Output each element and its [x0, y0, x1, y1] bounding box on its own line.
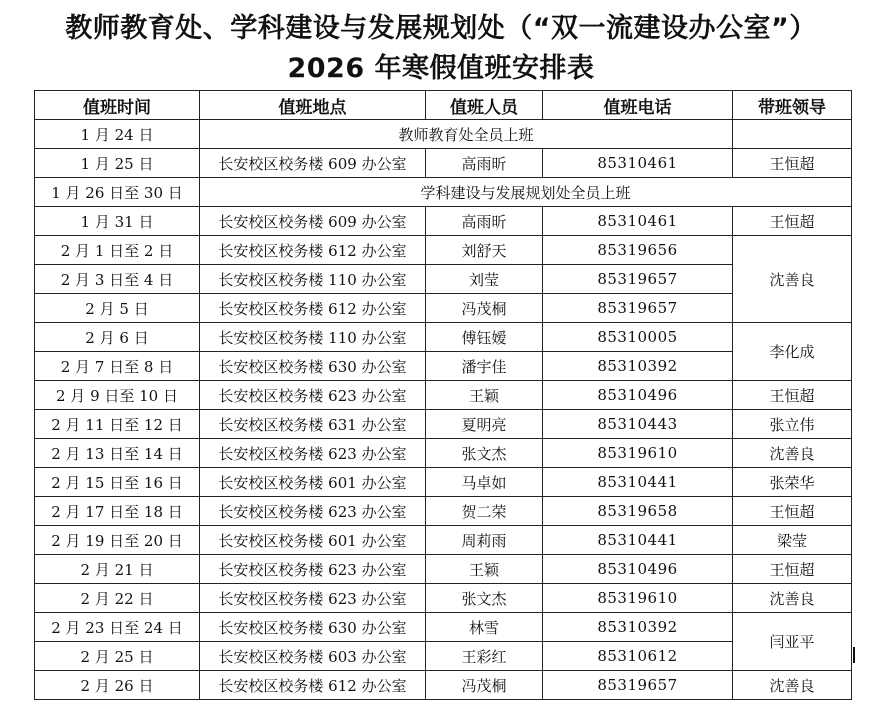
- cell-place: 长安校区校务楼 601 办公室: [200, 468, 426, 497]
- cell-person: 高雨昕: [426, 207, 543, 236]
- cell-phone: 85310612: [543, 642, 733, 671]
- cell-person: 冯茂桐: [426, 294, 543, 323]
- table-row: [35, 613, 852, 642]
- cell-time: 2 月 15 日至 16 日: [35, 468, 200, 497]
- cell-phone: 85310496: [543, 555, 733, 584]
- table-row: [35, 323, 852, 352]
- cell-phone: 85310005: [543, 323, 733, 352]
- cell-time: 2 月 5 日: [35, 294, 200, 323]
- cell-person: 刘莹: [426, 265, 543, 294]
- cell-person: 张文杰: [426, 584, 543, 613]
- cell-phone: 85310441: [543, 526, 733, 555]
- table-header-row: [35, 91, 852, 120]
- cell-place: 长安校区校务楼 623 办公室: [200, 584, 426, 613]
- cell-time: 2 月 6 日: [35, 323, 200, 352]
- cell-time: 2 月 3 日至 4 日: [35, 265, 200, 294]
- cell-person: 王颖: [426, 555, 543, 584]
- cell-person: 张文杰: [426, 439, 543, 468]
- cell-phone: 85319610: [543, 584, 733, 613]
- table-row: [35, 584, 852, 613]
- cell-phone: 85310392: [543, 613, 733, 642]
- table-row: [35, 555, 852, 584]
- duty-schedule-table: [34, 90, 852, 700]
- cell-time: 2 月 19 日至 20 日: [35, 526, 200, 555]
- table-row: [35, 642, 852, 671]
- table-row: [35, 294, 852, 323]
- header-time: 值班时间: [35, 91, 200, 120]
- table-row: [35, 497, 852, 526]
- cell-time: 1 月 26 日至 30 日: [35, 178, 200, 207]
- cell-leader: 闫亚平: [733, 613, 852, 671]
- cell-phone: 85319656: [543, 236, 733, 265]
- cell-person: 刘舒天: [426, 236, 543, 265]
- cell-place: 长安校区校务楼 110 办公室: [200, 265, 426, 294]
- cell-place: 长安校区校务楼 630 办公室: [200, 613, 426, 642]
- table-row: [35, 149, 852, 178]
- cell-phone: 85319610: [543, 439, 733, 468]
- cell-phone: 85319658: [543, 497, 733, 526]
- cell-person: 潘宇佳: [426, 352, 543, 381]
- cell-phone: 85310392: [543, 352, 733, 381]
- cell-time: 1 月 24 日: [35, 120, 200, 149]
- cell-leader: 沈善良: [733, 236, 852, 323]
- cell-person: 高雨昕: [426, 149, 543, 178]
- table-row: [35, 410, 852, 439]
- cell-leader: 张荣华: [733, 468, 852, 497]
- cell-person: 周莉雨: [426, 526, 543, 555]
- cell-note: 学科建设与发展规划处全员上班: [200, 178, 852, 207]
- cell-place: 长安校区校务楼 603 办公室: [200, 642, 426, 671]
- cell-place: 长安校区校务楼 612 办公室: [200, 294, 426, 323]
- document-subtitle: 2026 年寒假值班安排表: [287, 53, 595, 84]
- cell-place: 长安校区校务楼 609 办公室: [200, 207, 426, 236]
- cell-time: 2 月 13 日至 14 日: [35, 439, 200, 468]
- cell-phone: 85310461: [543, 149, 733, 178]
- header-leader: 带班领导: [733, 91, 852, 120]
- table-row: [35, 236, 852, 265]
- cell-person: 贺二荣: [426, 497, 543, 526]
- cell-phone: 85310461: [543, 207, 733, 236]
- cell-leader: 王恒超: [733, 497, 852, 526]
- margin-mark: [853, 647, 855, 663]
- cell-person: 马卓如: [426, 468, 543, 497]
- table-row: [35, 671, 852, 700]
- cell-person: 王彩红: [426, 642, 543, 671]
- cell-time: 2 月 23 日至 24 日: [35, 613, 200, 642]
- cell-person: 冯茂桐: [426, 671, 543, 700]
- cell-time: 2 月 22 日: [35, 584, 200, 613]
- table-row: [35, 468, 852, 497]
- cell-time: 1 月 25 日: [35, 149, 200, 178]
- table-row: [35, 207, 852, 236]
- cell-time: 1 月 31 日: [35, 207, 200, 236]
- cell-leader: 王恒超: [733, 149, 852, 178]
- cell-time: 2 月 21 日: [35, 555, 200, 584]
- cell-time: 2 月 25 日: [35, 642, 200, 671]
- cell-phone: 85319657: [543, 265, 733, 294]
- cell-leader: 王恒超: [733, 381, 852, 410]
- cell-place: 长安校区校务楼 110 办公室: [200, 323, 426, 352]
- cell-time: 2 月 17 日至 18 日: [35, 497, 200, 526]
- header-phone: 值班电话: [543, 91, 733, 120]
- cell-phone: 85319657: [543, 671, 733, 700]
- cell-person: 夏明亮: [426, 410, 543, 439]
- table-row: [35, 526, 852, 555]
- cell-note: 教师教育处全员上班: [200, 120, 733, 149]
- cell-place: 长安校区校务楼 623 办公室: [200, 381, 426, 410]
- cell-place: 长安校区校务楼 623 办公室: [200, 439, 426, 468]
- cell-time: 2 月 1 日至 2 日: [35, 236, 200, 265]
- cell-place: 长安校区校务楼 609 办公室: [200, 149, 426, 178]
- document-title: 教师教育处、学科建设与发展规划处（“双一流建设办公室”）: [65, 13, 817, 44]
- cell-time: 2 月 11 日至 12 日: [35, 410, 200, 439]
- cell-place: 长安校区校务楼 601 办公室: [200, 526, 426, 555]
- table-row: [35, 265, 852, 294]
- cell-place: 长安校区校务楼 612 办公室: [200, 671, 426, 700]
- cell-leader: 沈善良: [733, 439, 852, 468]
- cell-leader-empty: [733, 120, 852, 149]
- cell-person: 傅钰嫒: [426, 323, 543, 352]
- cell-place: 长安校区校务楼 631 办公室: [200, 410, 426, 439]
- cell-place: 长安校区校务楼 623 办公室: [200, 497, 426, 526]
- cell-phone: 85310443: [543, 410, 733, 439]
- table-row: [35, 178, 852, 207]
- cell-place: 长安校区校务楼 612 办公室: [200, 236, 426, 265]
- cell-phone: 85310496: [543, 381, 733, 410]
- cell-person: 王颖: [426, 381, 543, 410]
- table-row: [35, 439, 852, 468]
- cell-leader: 王恒超: [733, 207, 852, 236]
- cell-leader: 沈善良: [733, 584, 852, 613]
- table-row: [35, 352, 852, 381]
- cell-phone: 85319657: [543, 294, 733, 323]
- cell-leader: 李化成: [733, 323, 852, 381]
- cell-time: 2 月 9 日至 10 日: [35, 381, 200, 410]
- cell-time: 2 月 26 日: [35, 671, 200, 700]
- cell-leader: 梁莹: [733, 526, 852, 555]
- cell-leader: 沈善良: [733, 671, 852, 700]
- cell-person: 林雪: [426, 613, 543, 642]
- table-row: [35, 120, 852, 149]
- cell-time: 2 月 7 日至 8 日: [35, 352, 200, 381]
- header-person: 值班人员: [426, 91, 543, 120]
- cell-place: 长安校区校务楼 630 办公室: [200, 352, 426, 381]
- cell-leader: 王恒超: [733, 555, 852, 584]
- cell-place: 长安校区校务楼 623 办公室: [200, 555, 426, 584]
- cell-leader: 张立伟: [733, 410, 852, 439]
- table-row: [35, 381, 852, 410]
- cell-phone: 85310441: [543, 468, 733, 497]
- header-place: 值班地点: [200, 91, 426, 120]
